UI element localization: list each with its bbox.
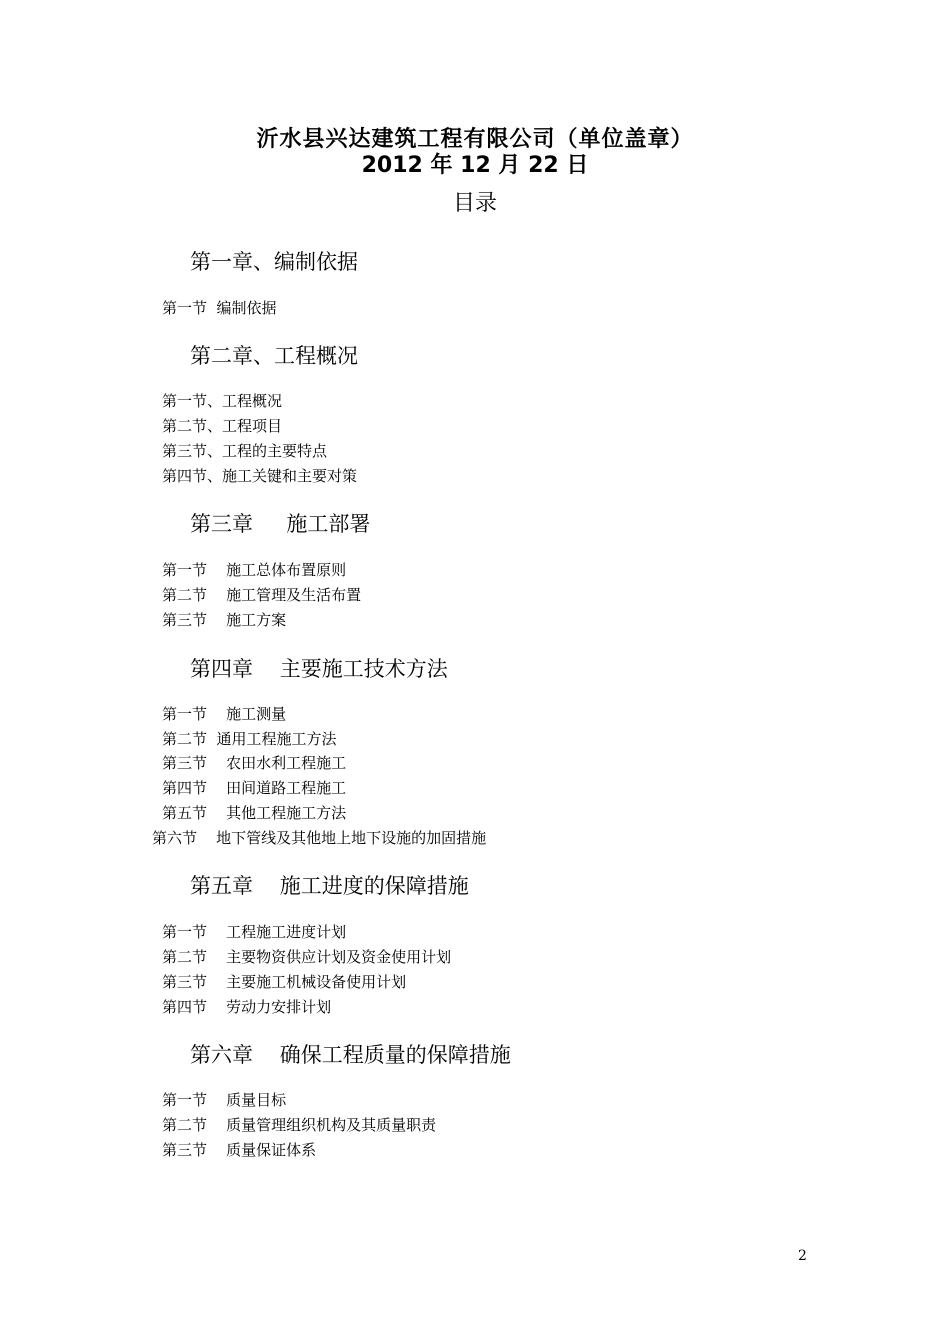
toc-title: 目录 xyxy=(452,191,497,216)
toc-chapter-4[interactable]: 第四章 主要施工技术方法 xyxy=(190,657,448,681)
toc-section-3-2[interactable]: 第二节 施工管理及生活布置 xyxy=(162,586,362,604)
toc-section-4-5[interactable]: 第五节 其他工程施工方法 xyxy=(162,804,347,822)
toc-chapter-6[interactable]: 第六章 确保工程质量的保障措施 xyxy=(190,1043,511,1067)
toc-section-2-1[interactable]: 第一节、工程概况 xyxy=(162,392,283,410)
toc-section-2-2[interactable]: 第二节、工程项目 xyxy=(162,417,283,435)
toc-chapter-5[interactable]: 第五章 施工进度的保障措施 xyxy=(190,874,469,898)
toc-section-3-1[interactable]: 第一节 施工总体布置原则 xyxy=(162,561,347,579)
toc-chapter-1[interactable]: 第一章、编制依据 xyxy=(190,250,358,274)
toc-chapter-2[interactable]: 第二章、工程概况 xyxy=(190,344,358,368)
toc-section-4-2[interactable]: 第二节 通用工程施工方法 xyxy=(162,730,337,748)
toc-section-4-1[interactable]: 第一节 施工测量 xyxy=(162,705,287,723)
document-date: 2012 年 12 月 22 日 xyxy=(361,153,589,178)
toc-section-1-1[interactable]: 第一节 编制依据 xyxy=(162,299,277,317)
toc-section-4-6[interactable]: 第六节 地下管线及其他地上地下设施的加固措施 xyxy=(152,829,487,847)
company-name: 沂水县兴达建筑工程有限公司（单位盖章） xyxy=(256,127,694,152)
toc-chapter-3[interactable]: 第三章 施工部署 xyxy=(190,512,371,536)
toc-section-3-3[interactable]: 第三节 施工方案 xyxy=(162,611,287,629)
toc-section-4-4[interactable]: 第四节 田间道路工程施工 xyxy=(162,779,347,797)
toc-section-6-2[interactable]: 第二节 质量管理组织机构及其质量职责 xyxy=(162,1116,437,1134)
toc-section-5-3[interactable]: 第三节 主要施工机械设备使用计划 xyxy=(162,973,407,991)
page-number: 2 xyxy=(798,1248,807,1264)
toc-section-6-1[interactable]: 第一节 质量目标 xyxy=(162,1091,287,1109)
toc-section-2-4[interactable]: 第四节、施工关键和主要对策 xyxy=(162,467,358,485)
toc-section-5-4[interactable]: 第四节 劳动力安排计划 xyxy=(162,998,332,1016)
toc-section-4-3[interactable]: 第三节 农田水利工程施工 xyxy=(162,754,347,772)
toc-section-6-3[interactable]: 第三节 质量保证体系 xyxy=(162,1141,317,1159)
toc-section-5-2[interactable]: 第二节 主要物资供应计划及资金使用计划 xyxy=(162,948,452,966)
toc-section-2-3[interactable]: 第三节、工程的主要特点 xyxy=(162,442,328,460)
toc-section-5-1[interactable]: 第一节 工程施工进度计划 xyxy=(162,923,347,941)
